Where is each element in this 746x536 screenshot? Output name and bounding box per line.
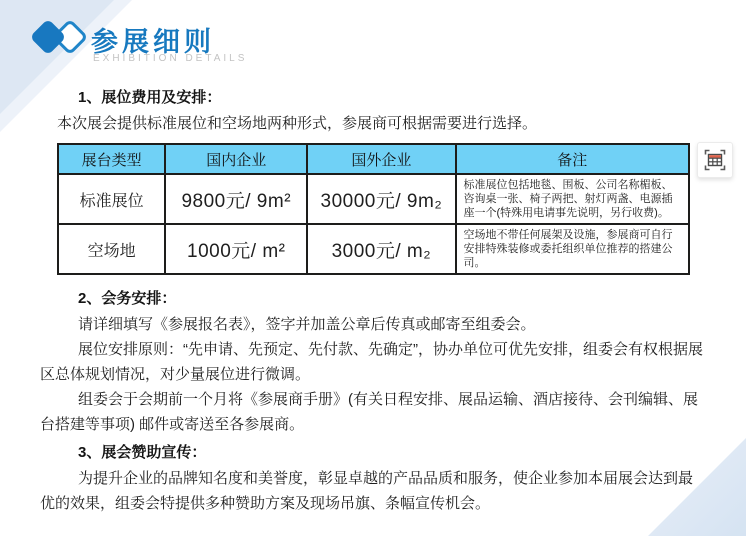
page-title: 参展细则 bbox=[91, 27, 215, 57]
table-row-open-space bbox=[58, 224, 689, 274]
section-2-heading: 2、会务安排： bbox=[78, 290, 177, 307]
section-1-heading: 1、展位费用及安排： bbox=[78, 89, 222, 106]
cell-foreign-price: 30000元/ 9m₂ bbox=[307, 174, 455, 224]
section-3-paragraph: 为提升企业的品牌知名度和美誉度，彰显卓越的产品品质和服务，使企业参加本届展会达到最优的效果，组委会特提供多种赞助方案及现场吊旗、条幅宣传机会。 bbox=[40, 470, 694, 512]
table-header-foreign: 国外企业 bbox=[307, 144, 455, 174]
cell-domestic-price: 1000元/ m² bbox=[165, 224, 307, 274]
section-2-paragraph-3: 组委会于会期前一个月将《参展商手册》(有关日程安排、展品运输、酒店接待、会刊编辑、展台搭建等事项) 邮件或寄送至各参展商。 bbox=[40, 391, 698, 433]
cell-booth-type: 标准展位 bbox=[58, 174, 165, 224]
cell-foreign-price: 3000元/ m₂ bbox=[307, 224, 455, 274]
table-row-standard-booth bbox=[58, 174, 689, 224]
section-3-heading: 3、展会赞助宣传： bbox=[78, 444, 207, 461]
cell-domestic-price: 9800元/ 9m² bbox=[165, 174, 307, 224]
section-2-paragraph-2: 展位安排原则：“先申请、先预定、先付款、先确定”，协办单位可优先安排，组委会有权根据展区总体规划情况，对少量展位进行微调。 bbox=[40, 341, 703, 383]
section-2-paragraph-1: 请详细填写《参展报名表》，签字并加盖公章后传真或邮寄至组委会。 bbox=[78, 316, 536, 333]
table-tool-button[interactable] bbox=[697, 142, 733, 178]
cell-remark: 空场地不带任何展架及设施，参展商可自行安排特殊装修或委托组织单位推荐的搭建公司。 bbox=[456, 224, 689, 274]
table-header-booth-type: 展台类型 bbox=[58, 144, 165, 174]
cell-remark: 标准展位包括地毯、围板、公司名称楣板、咨询桌一张、椅子两把、射灯两盏、电源插座一个(特殊用电请事先说明，另行收费)。 bbox=[456, 174, 689, 224]
booth-fee-table bbox=[57, 143, 690, 275]
section-1-paragraph: 本次展会提供标准展位和空场地两种形式，参展商可根据需要进行选择。 bbox=[57, 115, 538, 132]
table-header-remark: 备注 bbox=[456, 144, 689, 174]
cell-booth-type: 空场地 bbox=[58, 224, 165, 274]
table-header-row bbox=[58, 144, 689, 174]
table-header-domestic: 国内企业 bbox=[165, 144, 307, 174]
page-subtitle: EXHIBITION DETAILS bbox=[93, 53, 248, 64]
table-select-icon bbox=[703, 148, 727, 172]
document-body bbox=[40, 85, 704, 516]
